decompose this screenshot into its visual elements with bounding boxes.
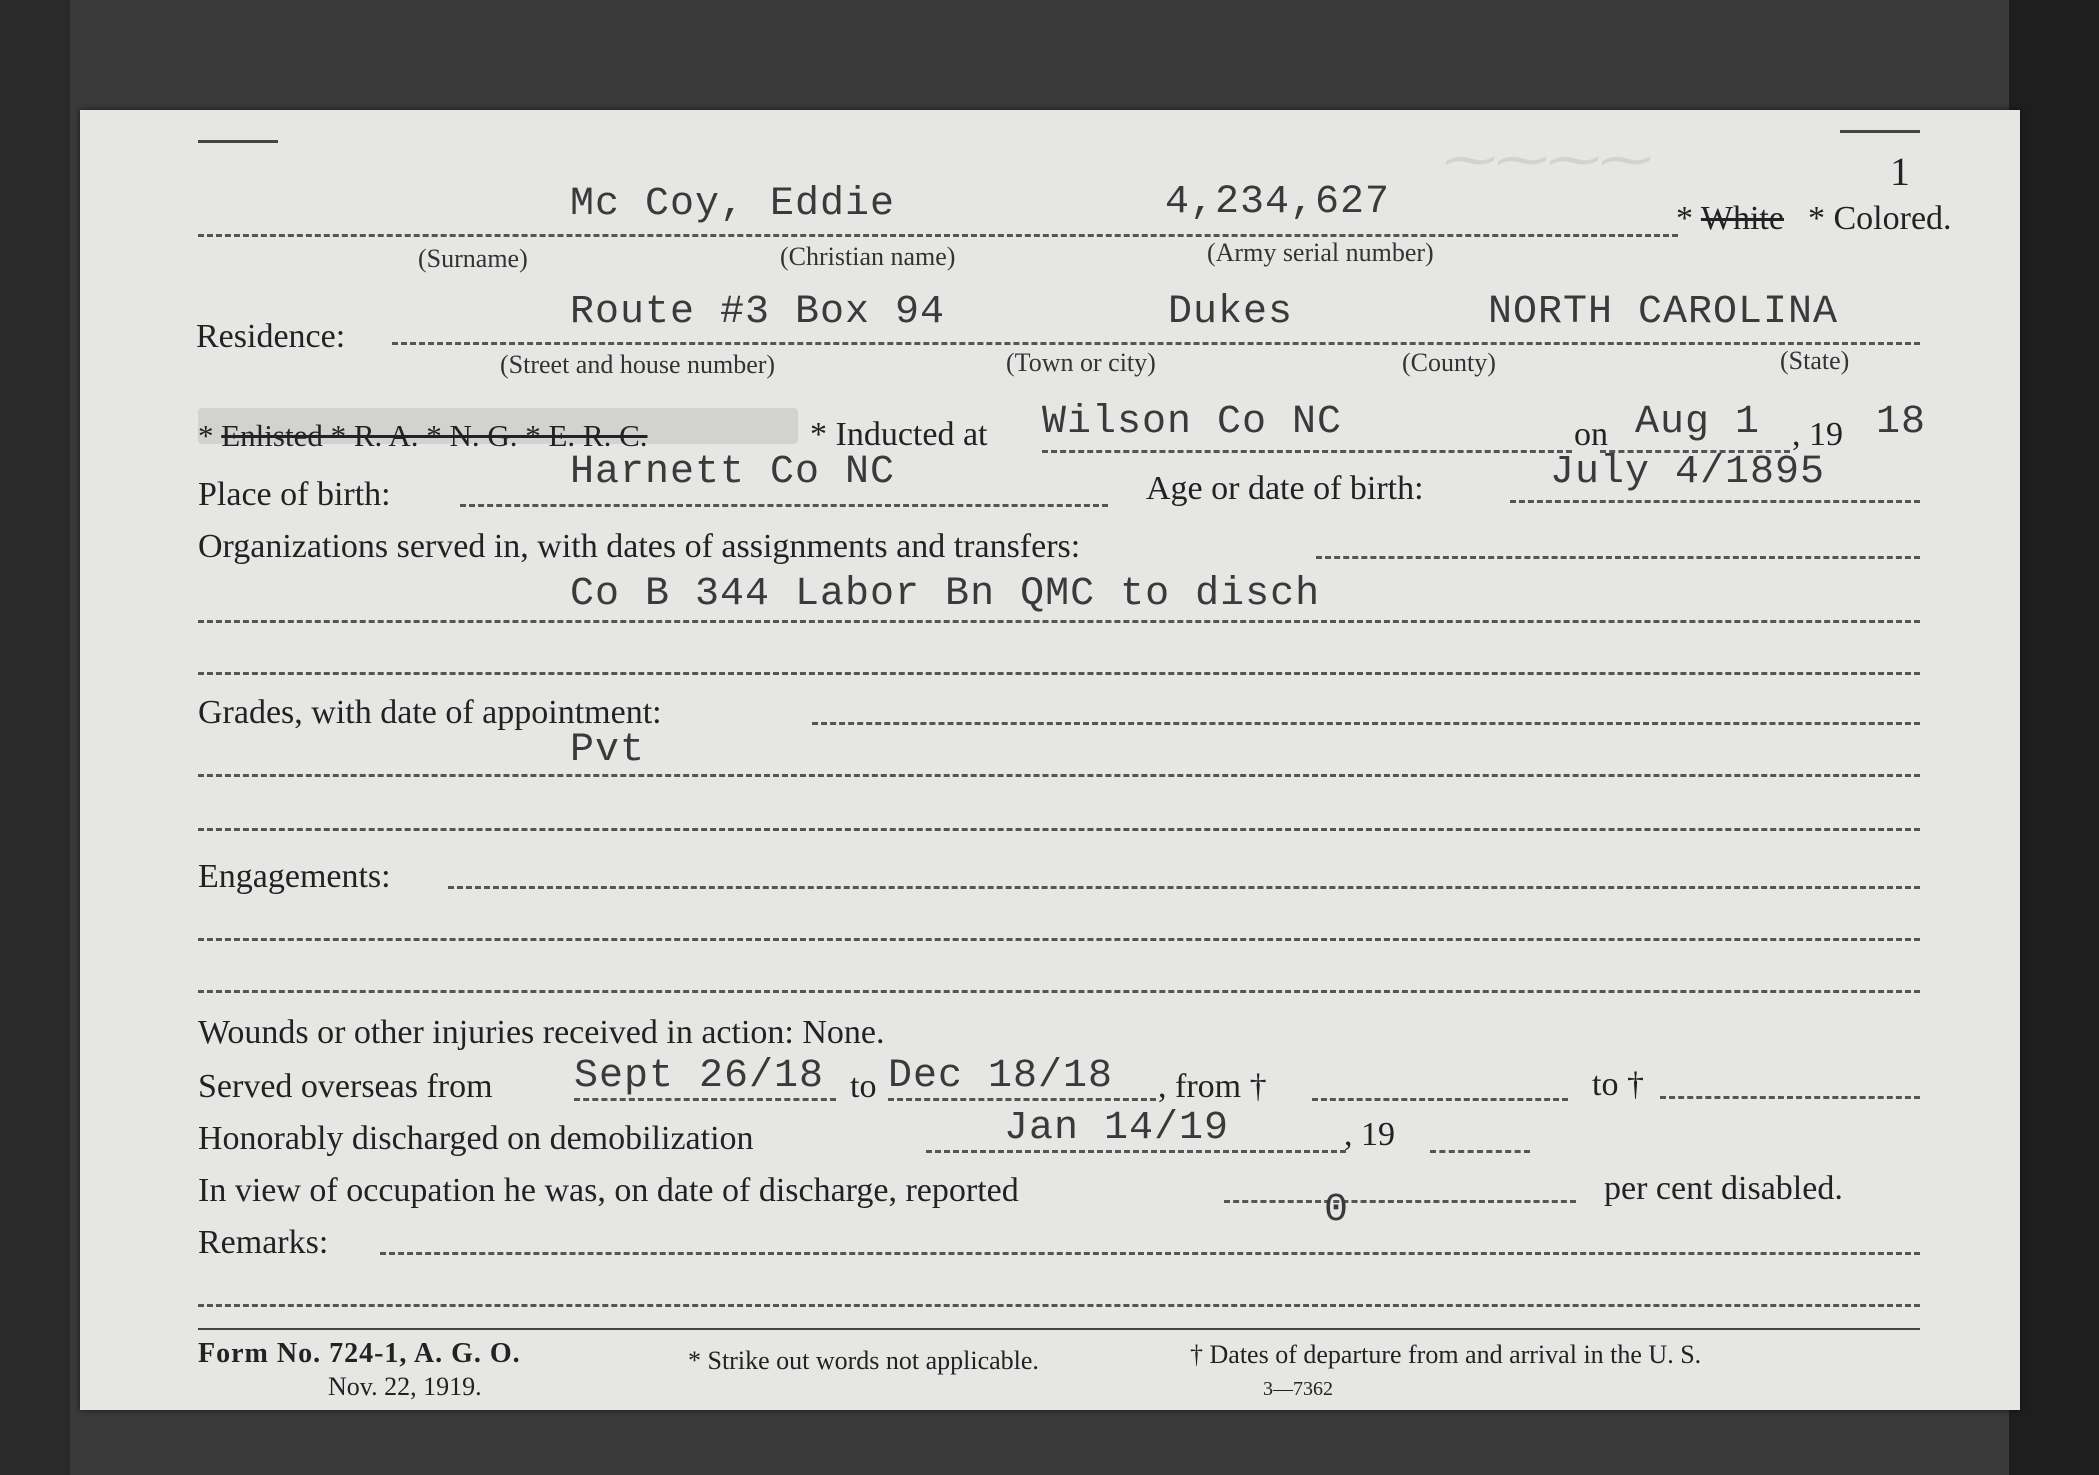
date-of-birth-line xyxy=(1510,500,1920,503)
army-serial-number: 4,234,627 xyxy=(1165,180,1391,225)
inducted-year: 18 xyxy=(1876,400,1927,445)
grades-line-3 xyxy=(198,828,1920,831)
caption-county: (County) xyxy=(1402,348,1496,377)
on-label: on xyxy=(1574,416,1608,453)
discharge-year-line xyxy=(1430,1150,1530,1153)
organizations-line-2 xyxy=(198,620,1920,623)
race-colored: * Colored. xyxy=(1808,200,1952,237)
organizations-line-1 xyxy=(1316,556,1920,559)
dagger-note: † Dates of departure from and arrival in the U. S. xyxy=(1190,1340,1702,1369)
caption-town: (Town or city) xyxy=(1006,348,1156,377)
organizations-line-3 xyxy=(198,672,1920,675)
name-line xyxy=(198,234,1678,237)
overseas-from: Sept 26/18 xyxy=(574,1054,825,1099)
overseas-from2-line xyxy=(1312,1098,1568,1101)
residence-street: Route #3 Box 94 xyxy=(570,290,946,335)
date-of-birth: July 4/1895 xyxy=(1550,450,1826,495)
caption-army-serial: (Army serial number) xyxy=(1207,238,1434,267)
caption-state: (State) xyxy=(1780,346,1850,375)
discharge-date: Jan 14/19 xyxy=(1004,1106,1230,1151)
overseas-to2-label: to † xyxy=(1592,1066,1644,1103)
overseas-to-line xyxy=(888,1098,1156,1101)
place-of-birth-line xyxy=(460,504,1108,507)
grades-label: Grades, with date of appointment: xyxy=(198,694,662,731)
discharge-year-prefix: , 19 xyxy=(1344,1116,1395,1153)
overseas-from-line xyxy=(574,1098,836,1101)
place-of-birth: Harnett Co NC xyxy=(570,450,896,495)
scan-border-left xyxy=(0,0,70,1475)
overseas-to2-line xyxy=(1660,1096,1920,1099)
grades-line-2 xyxy=(198,774,1920,777)
inducted-line xyxy=(1042,450,1572,453)
disability-value: 0 xyxy=(1324,1188,1350,1233)
discharge-label: Honorably discharged on demobilization xyxy=(198,1120,754,1157)
discharge-line xyxy=(926,1150,1346,1153)
inducted-date: Aug 1 xyxy=(1635,400,1761,445)
grades-value: Pvt xyxy=(570,728,646,773)
disability-line xyxy=(1224,1200,1576,1203)
disability-suffix: per cent disabled. xyxy=(1604,1170,1843,1207)
organizations-label: Organizations served in, with dates of assignments and transfers: xyxy=(198,528,1081,565)
scan-border-right xyxy=(2009,0,2099,1475)
faint-stamp-mark: ⁓⁓⁓⁓ xyxy=(1440,132,1648,189)
overseas-to-label: to xyxy=(850,1068,877,1105)
overseas-label: Served overseas from xyxy=(198,1068,493,1105)
engagements-label: Engagements: xyxy=(198,858,391,895)
engagements-line-1 xyxy=(448,886,1920,889)
remarks-line-1 xyxy=(380,1252,1920,1255)
print-code: 3—7362 xyxy=(1263,1378,1333,1400)
top-right-rule xyxy=(1840,130,1920,133)
wounds-label: Wounds or other injuries received in action: None. xyxy=(198,1014,885,1051)
engagements-line-2 xyxy=(198,938,1920,941)
top-left-rule xyxy=(198,140,278,143)
caption-surname: (Surname) xyxy=(418,244,528,273)
residence-label: Residence: xyxy=(196,318,346,355)
caption-christian-name: (Christian name) xyxy=(780,242,956,271)
grades-line-1 xyxy=(812,722,1920,725)
remarks-line-2 xyxy=(198,1304,1920,1307)
inducted-label: * Inducted at xyxy=(810,416,988,453)
place-of-birth-label: Place of birth: xyxy=(198,476,391,513)
residence-state: NORTH CAROLINA xyxy=(1488,290,1839,335)
date-of-birth-label: Age or date of birth: xyxy=(1146,470,1424,507)
enlisted-struck: * Enlisted * R. A. * N. G. * E. R. C. xyxy=(198,418,648,453)
soldier-name: Mc Coy, Eddie xyxy=(570,182,896,227)
inducted-at: Wilson Co NC xyxy=(1042,400,1343,445)
overseas-from2-label: , from † xyxy=(1158,1068,1267,1105)
form-number: Form No. 724-1, A. G. O. xyxy=(198,1338,521,1369)
remarks-label: Remarks: xyxy=(198,1224,329,1261)
service-record-card xyxy=(80,110,2020,1410)
disability-label: In view of occupation he was, on date of discharge, reported xyxy=(198,1172,1019,1209)
residence-town: Dukes xyxy=(1168,290,1294,335)
race-white: * White xyxy=(1676,200,1784,237)
residence-line xyxy=(392,342,1920,345)
form-date: Nov. 22, 1919. xyxy=(328,1372,482,1401)
overseas-to: Dec 18/18 xyxy=(888,1054,1114,1099)
engagements-line-3 xyxy=(198,990,1920,993)
card-number: 1 xyxy=(1890,149,1910,194)
strike-note: * Strike out words not applicable. xyxy=(688,1346,1039,1375)
inducted-year-prefix: , 19 xyxy=(1792,416,1843,453)
footer-rule xyxy=(198,1328,1920,1330)
caption-street: (Street and house number) xyxy=(500,350,776,379)
organizations-value: Co B 344 Labor Bn QMC to disch xyxy=(570,572,1321,617)
